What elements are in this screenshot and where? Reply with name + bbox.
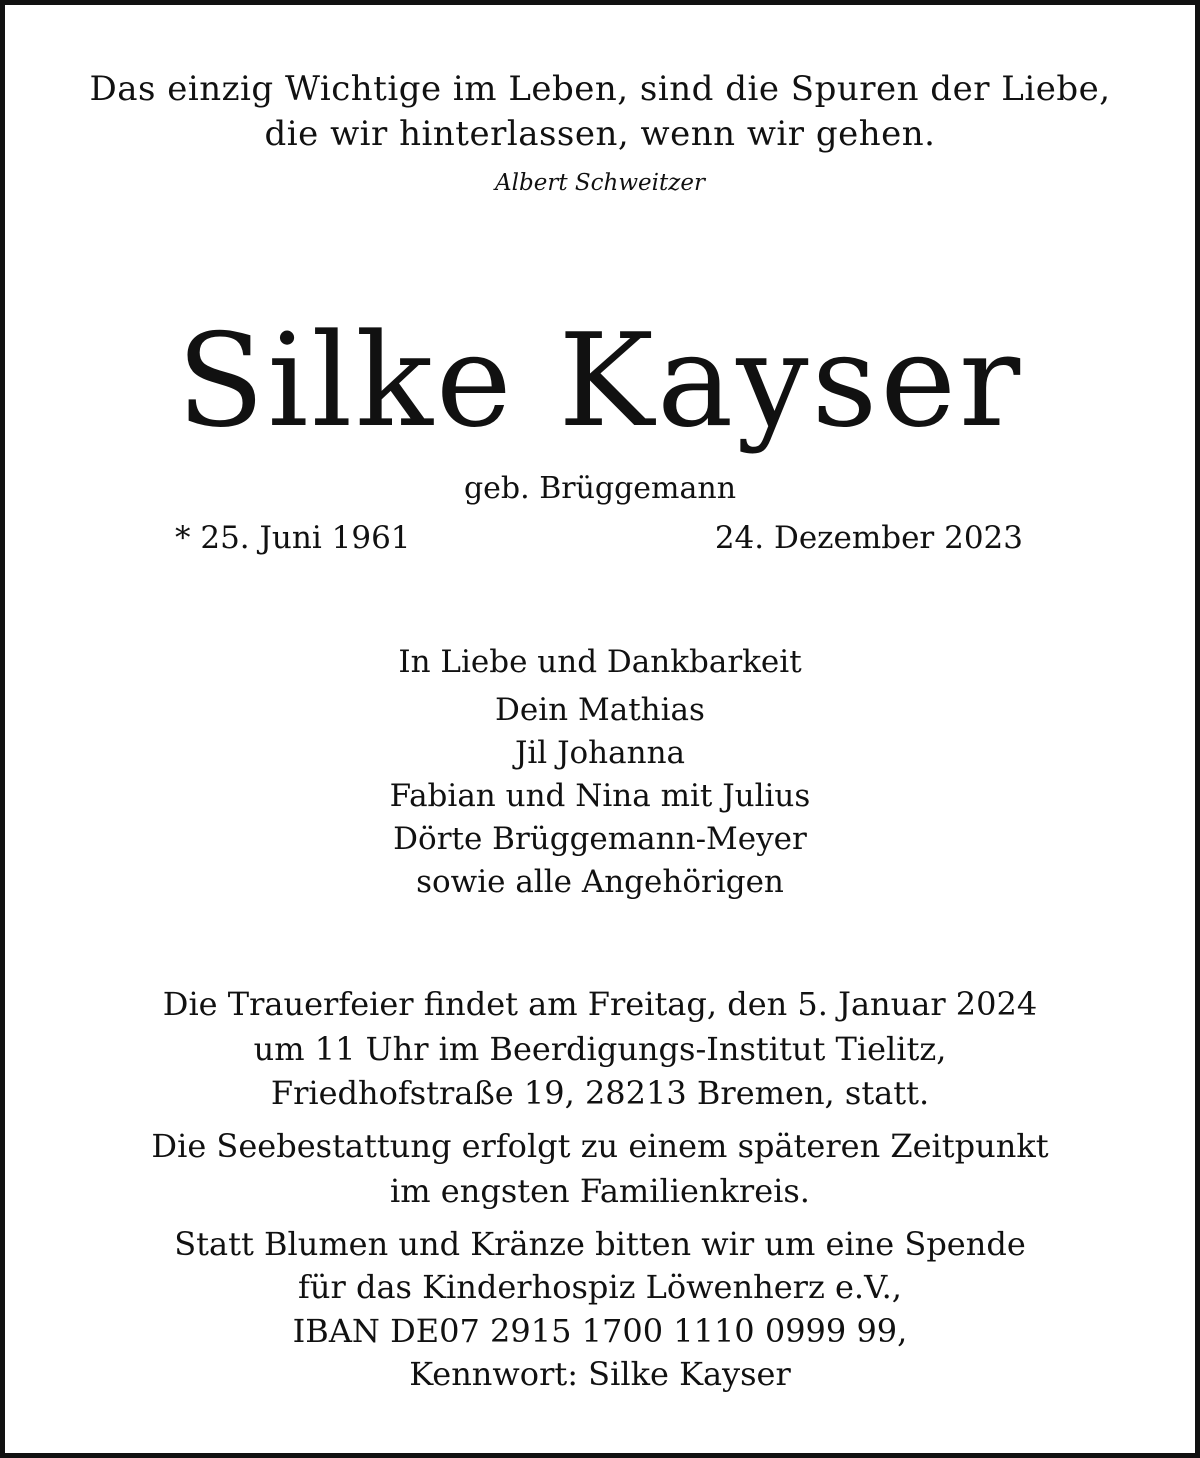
birth-date: * 25. Juni 1961 bbox=[175, 520, 411, 556]
iban-line: IBAN DE07 2915 1700 1110 0999 99, bbox=[292, 1312, 908, 1350]
quote-author: Albert Schweitzer bbox=[495, 170, 705, 196]
burial-line: Die Seebestattung erfolgt zu einem späteren Zeitpunkt bbox=[151, 1127, 1049, 1165]
death-date: 24. Dezember 2023 bbox=[714, 520, 1023, 556]
mourner-line: Jil Johanna bbox=[514, 735, 686, 771]
ceremony-line: um 11 Uhr im Beerdigungs-Institut Tielitz, bbox=[253, 1030, 947, 1068]
deceased-name: Silke Kayser bbox=[176, 307, 1024, 456]
birth-name: geb. Brüggemann bbox=[463, 471, 737, 506]
donation-line: für das Kinderhospiz Löwenherz e.V., bbox=[298, 1268, 902, 1306]
mourner-line: Dein Mathias bbox=[495, 692, 705, 728]
ceremony-line: Friedhofstraße 19, 28213 Bremen, statt. bbox=[270, 1074, 930, 1112]
mourner-line: Fabian und Nina mit Julius bbox=[389, 778, 811, 814]
ceremony-line: Die Trauerfeier findet am Freitag, den 5. Januar 2024 bbox=[162, 985, 1038, 1023]
donation-line: Statt Blumen und Kränze bitten wir um eine Spende bbox=[174, 1225, 1026, 1263]
quote-line-2: die wir hinterlassen, wenn wir gehen. bbox=[264, 114, 936, 154]
mourner-line: Dörte Brüggemann-Meyer bbox=[393, 821, 807, 857]
mourner-line: In Liebe und Dankbarkeit bbox=[398, 644, 802, 680]
burial-line: im engsten Familienkreis. bbox=[390, 1172, 810, 1210]
quote-line-1: Das einzig Wichtige im Leben, sind die Spuren der Liebe, bbox=[89, 69, 1111, 109]
keyword-line: Kennwort: Silke Kayser bbox=[409, 1355, 791, 1393]
mourner-line: sowie alle Angehörigen bbox=[416, 864, 784, 900]
